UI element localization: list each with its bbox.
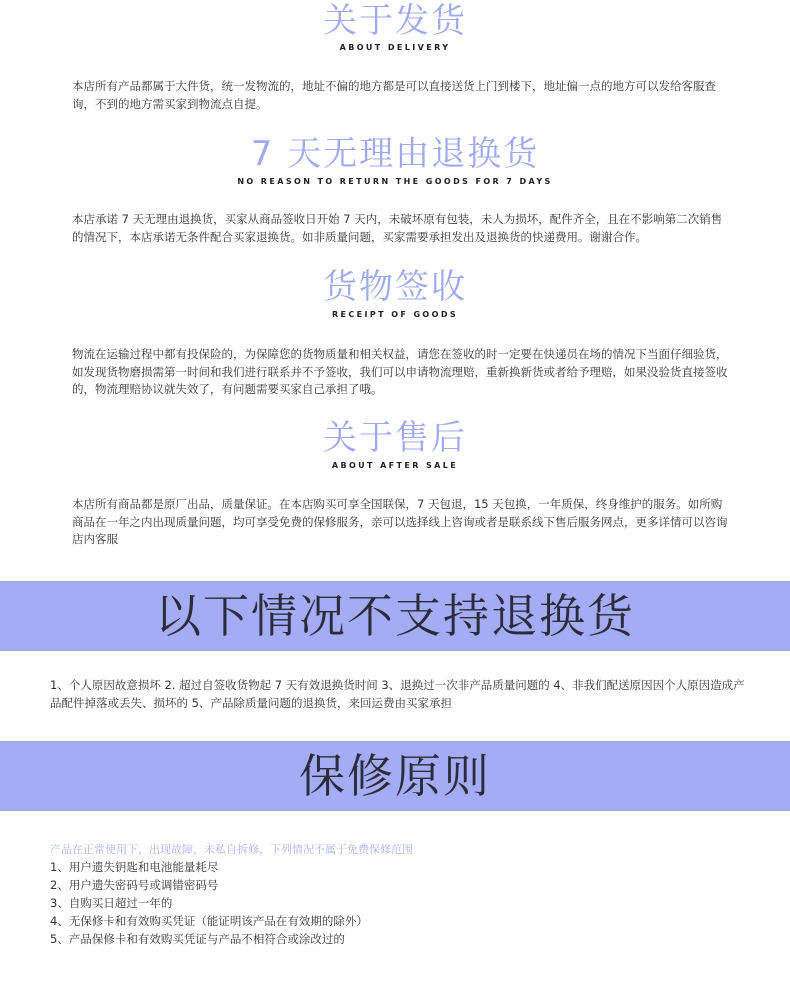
after-sale-title: 关于售后 — [323, 418, 467, 458]
no-return-text: 1、个人原因故意损坏 2. 超过自签收货物起 7 天有效退换货时间 3、退换过一次非产品质量问题的 4、非我们配送原因因个人原因造成产品配件掉落或丢失、损坏的 5、产品除质量问题的退换货，来回运费由买家承担 — [50, 678, 745, 710]
delivery-subtitle: ABOUT DELIVERY — [339, 43, 451, 52]
list-item: 5、产品保修卡和有效购买凭证与产品不相符合或涂改过的 — [50, 932, 345, 946]
warranty-intro: 产品在正常使用下，出现故障，未私自拆修，下列情况不属于免费保修范围 — [50, 843, 413, 856]
list-item: 3、自购买日超过一年的 — [50, 896, 173, 910]
warranty-list — [50, 858, 368, 948]
returns-text: 本店承诺 7 天无理由退换货，买家从商品签收日开始 7 天内，未破坏原有包装，未人为损坏，配件齐全，且在不影响第二次销售的情况下，本店承诺无条件配合买家退换货。如非质量问题，买家需要承担发出及退换货的快递费用。谢谢合作。 — [72, 212, 723, 244]
warranty-banner-text: 保修原则 — [299, 749, 491, 803]
receipt-subtitle: RECEIPT OF GOODS — [331, 310, 459, 319]
receipt-text: 物流在运输过程中都有投保险的，为保障您的货物质量和相关权益，请您在签收的时一定要在快递员在场的情况下当面仔细验货，如发现货物磨损需第一时间和我们进行联系并不予签收，我们可以申请物流理赔，重新换新货或者给予理赔，如果没验货直接签收的，物流理赔协议就失效了，有问题需要买家自己承担了哦。 — [72, 347, 728, 396]
after-sale-subtitle: ABOUT AFTER SALE — [331, 461, 459, 470]
no-return-banner-text: 以下情况不支持退换货 — [155, 589, 635, 643]
returns-subtitle: NO REASON TO RETURN THE GOODS FOR 7 DAYS — [237, 177, 553, 186]
list-item: 4、无保修卡和有效购买凭证（能证明该产品在有效期的除外） — [50, 914, 368, 928]
delivery-text: 本店所有产品都属于大件货，统一发物流的，地址不偏的地方都是可以直接送货上门到楼下，地址偏一点的地方可以发给客服查询，不到的地方需买家到物流点自提。 — [72, 79, 716, 111]
returns-title: 7 天无理由退换货 — [250, 134, 540, 174]
list-item: 2、用户遗失密码号或调错密码号 — [50, 878, 219, 892]
warranty-banner — [0, 741, 790, 811]
delivery-title: 关于发货 — [323, 1, 467, 41]
after-sale-text: 本店所有商品都是原厂出品，质量保证。在本店购买可享全国联保，7 天包退，15 天包换，一年质保，终身维护的服务。如所购商品在一年之内出现质量问题，均可享受免费的保修服务，亲可以选择线上咨询或者是联系线下售后服务网点，更多详情可以咨询店内客服 — [72, 497, 728, 546]
list-item: 1、用户遗失钥匙和电池能量耗尽 — [50, 860, 219, 874]
no-return-banner — [0, 581, 790, 651]
receipt-title: 货物签收 — [323, 267, 467, 307]
